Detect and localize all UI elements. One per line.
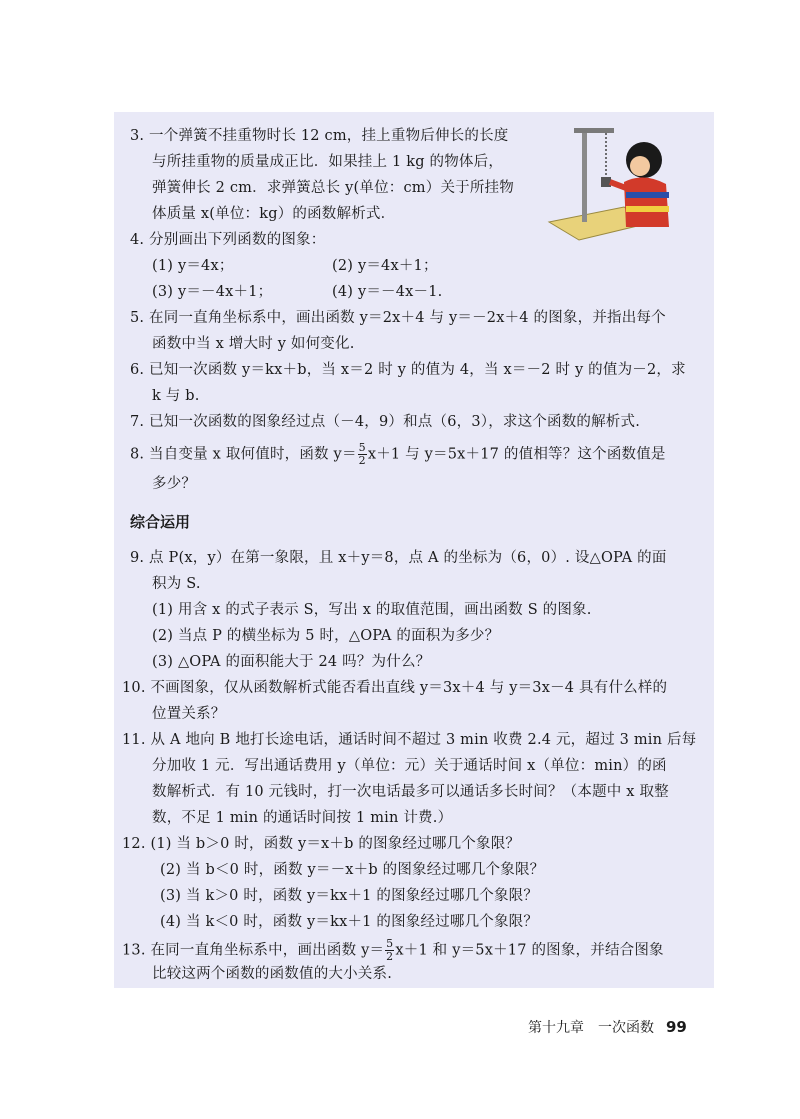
page-footer [528, 1017, 687, 1037]
spring-experiment-illustration [544, 122, 684, 242]
page-number: 99 [666, 1018, 687, 1036]
exercise-12-item-2: (2) 当 b＜0 时，函数 y＝－x＋b 的图象经过哪几个象限？ [160, 862, 545, 878]
exercise-4-item-3: (3) y＝－4x＋1； [152, 284, 273, 300]
exercise-6-line-1: 6. 已知一次函数 y＝kx＋b，当 x＝2 时 y 的值为 4，当 x＝－2 时 y 的值为－2，求 [130, 362, 686, 378]
exercise-9-line-1: 9. 点 P(x，y）在第一象限，且 x＋y＝8，点 A 的坐标为（6，0）. 设△OPA 的面 [130, 550, 667, 566]
exercise-4-item-1: (1) y＝4x； [152, 258, 234, 274]
exercise-8-text-a: 8. 当自变量 x 取何值时，函数 y＝ [130, 446, 357, 463]
fraction-numerator: 5 [386, 937, 394, 950]
exercise-11-line-1: 11. 从 A 地向 B 地打长途电话，通话时间不超过 3 min 收费 2.4 元，超过 3 min 后每 [122, 732, 697, 748]
exercise-11-line-4: 数，不足 1 min 的通话时间按 1 min 计费.） [152, 810, 453, 826]
exercise-6-line-2: k 与 b. [152, 388, 200, 404]
exercise-9-item-3: (3) △OPA 的面积能大于 24 吗？为什么？ [152, 654, 431, 670]
exercise-13-line-1 [122, 938, 664, 963]
exercise-11-line-2: 分加收 1 元．写出通话费用 y（单位：元）关于通话时间 x（单位：min）的函 [152, 758, 667, 774]
exercise-3-line-2: 与所挂重物的质量成正比．如果挂上 1 kg 的物体后， [152, 154, 504, 170]
fraction-5-over-2-b [385, 938, 394, 963]
exercise-12-item-3: (3) 当 k＞0 时，函数 y＝kx＋1 的图象经过哪几个象限？ [160, 888, 539, 904]
exercise-3-line-4: 体质量 x(单位：kg）的函数解析式． [152, 206, 396, 222]
exercise-4-item-2: (2) y＝4x＋1； [332, 258, 438, 274]
exercise-8-text-b: x＋1 与 y＝5x＋17 的值相等？这个函数值是 [367, 446, 666, 463]
exercise-5-line-2: 函数中当 x 增大时 y 如何变化. [152, 336, 355, 352]
chapter-title: 第十九章 一次函数 [528, 1020, 654, 1036]
section-title: 综合运用 [130, 513, 191, 531]
exercise-4-title: 4. 分别画出下列函数的图象： [130, 232, 326, 248]
exercise-8-line-2: 多少？ [152, 476, 197, 492]
exercise-11-line-3: 数解析式．有 10 元钱时，打一次电话最多可以通话多长时间？（本题中 x 取整 [152, 784, 669, 800]
exercise-12-item-4: (4) 当 k＜0 时，函数 y＝kx＋1 的图象经过哪几个象限？ [160, 914, 539, 930]
exercise-13-text-b: x＋1 和 y＝5x＋17 的图象，并结合图象 [395, 942, 664, 959]
exercise-13-text-a: 13. 在同一直角坐标系中，画出函数 y＝ [122, 942, 385, 959]
exercise-9-item-1: (1) 用含 x 的式子表示 S，写出 x 的取值范围，画出函数 S 的图象. [152, 602, 592, 618]
exercise-13-line-2: 比较这两个函数的函数值的大小关系. [152, 966, 393, 982]
exercise-10-line-1: 10. 不画图象，仅从函数解析式能否看出直线 y＝3x＋4 与 y＝3x－4 具有什么样的 [122, 680, 668, 696]
fraction-denominator: 2 [358, 454, 366, 467]
exercise-8-line-1 [130, 442, 666, 467]
exercise-12-item-1: 12. (1) 当 b＞0 时，函数 y＝x＋b 的图象经过哪几个象限？ [122, 836, 521, 852]
exercise-4-item-4: (4) y＝－4x－1. [332, 284, 443, 300]
exercise-3-line-3: 弹簧伸长 2 cm．求弹簧总长 y(单位：cm）关于所挂物 [152, 180, 514, 196]
fraction-5-over-2 [358, 442, 367, 467]
fraction-denominator: 2 [386, 950, 394, 963]
exercise-panel [114, 112, 714, 988]
exercise-9-line-2: 积为 S. [152, 576, 201, 592]
exercise-7: 7. 已知一次函数的图象经过点（－4，9）和点（6，3），求这个函数的解析式. [130, 414, 641, 430]
fraction-numerator: 5 [358, 441, 366, 454]
exercise-10-line-2: 位置关系？ [152, 706, 226, 722]
exercise-5-line-1: 5. 在同一直角坐标系中，画出函数 y＝2x＋4 与 y＝－2x＋4 的图象，并指出每个 [130, 310, 666, 326]
exercise-3-line-1: 3. 一个弹簧不挂重物时长 12 cm，挂上重物后伸长的长度 [130, 128, 509, 144]
exercise-9-item-2: (2) 当点 P 的横坐标为 5 时，△OPA 的面积为多少？ [152, 628, 500, 644]
